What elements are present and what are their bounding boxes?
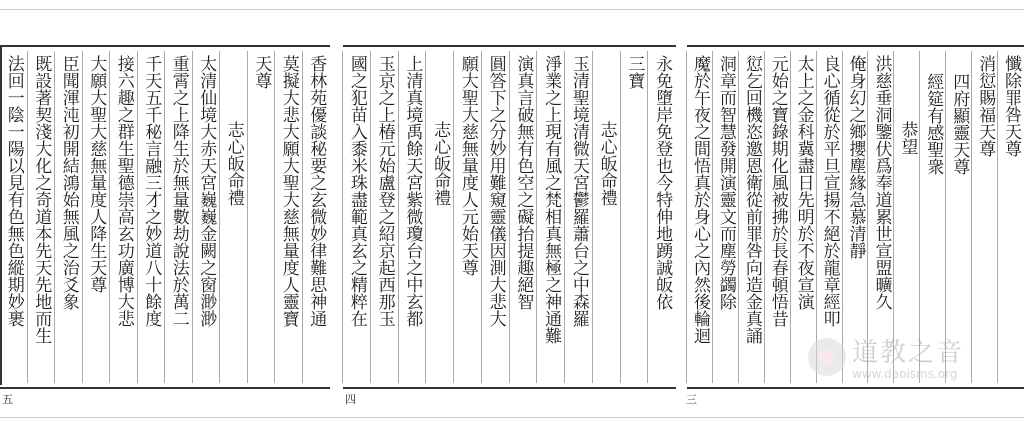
text-column — [647, 51, 676, 383]
column-text: 演真言破無有色空之礙抬提趣絕智 — [513, 55, 534, 310]
text-column — [425, 51, 454, 383]
bottom-rule — [0, 417, 1024, 418]
column-text: 太清仙境大赤天宮巍巍金闕之窗渺渺 — [196, 55, 217, 327]
text-column — [370, 51, 399, 383]
column-text: 恭望 — [897, 121, 918, 155]
page-number-left: 五 — [2, 393, 13, 406]
column-text: 三寶 — [624, 55, 645, 89]
column-text: 志心皈命禮 — [596, 121, 617, 206]
column-text: 洞章而智慧發開演靈文而塵勞蠲除 — [715, 55, 736, 310]
column-text: 香林苑優談秘要之玄微妙律難思神通 — [306, 55, 327, 327]
text-column — [971, 51, 998, 383]
column-text: 圓答下之分妙用難窺靈儀因測大悲大 — [485, 55, 506, 327]
watermark-url: www.daoisms.org — [852, 367, 958, 381]
text-column — [398, 51, 427, 383]
column-text: 上清真境禹餘天宮紫微瓊台之中玄都 — [402, 55, 423, 327]
text-column — [592, 51, 621, 383]
column-text: 消愆賜福天尊 — [975, 55, 996, 157]
text-column — [564, 51, 593, 383]
column-text: 願大聖大慈無量度人元始天尊 — [457, 55, 478, 276]
text-column — [342, 51, 371, 383]
text-column — [27, 51, 56, 383]
column-text: 法回一陰一陽以見有色無色縱期妙裹 — [3, 55, 24, 327]
text-column — [274, 51, 303, 383]
text-column — [164, 51, 193, 383]
text-column — [302, 51, 331, 383]
watermark-title: 道教之音 — [852, 338, 965, 368]
text-column — [192, 51, 221, 383]
text-column — [137, 51, 166, 383]
column-text: 永免墮岸免登也今特伸地踴誠皈依 — [652, 55, 673, 310]
column-text: 四府顯靈天尊 — [949, 73, 970, 175]
column-text: 太上之金科冀盡日先明於不夜宣演 — [793, 55, 814, 310]
column-text: 大願大聖大慈無量度人降生天尊 — [86, 55, 107, 293]
column-text: 志心皈命禮 — [430, 121, 451, 206]
column-text: 淨業之上現有風之梵相真無極之神通難 — [541, 55, 562, 344]
text-column — [0, 51, 28, 383]
column-text: 千天五千秘言融三才之妙道八十餘度 — [141, 55, 162, 327]
column-text: 洪慈垂洞鑒伏爲奉道累世宣盟曠久 — [871, 55, 892, 310]
column-text: 志心皈命禮 — [223, 121, 244, 206]
scripture-page-middle — [343, 45, 676, 389]
page-number-middle: 四 — [345, 393, 356, 406]
column-text: 經筵有感聖衆 — [923, 73, 944, 175]
text-column — [247, 51, 276, 383]
column-text: 天尊 — [251, 55, 272, 89]
text-column — [738, 51, 765, 383]
column-text: 玉京之上椿元始盧登之紹京起西那玉 — [374, 55, 395, 327]
text-column — [536, 51, 565, 383]
scripture-page-left — [0, 45, 330, 389]
column-text: 元始之寶錄期化風被拂於長春頓悟昔 — [767, 55, 788, 327]
column-text: 莫擬大悲大願大聖大慈無量度人靈寶 — [278, 55, 299, 327]
site-watermark — [808, 332, 964, 381]
column-text: 玉清聖境清微天宮鬱羅蕭台之中森羅 — [568, 55, 589, 327]
column-text: 接六趣之群生聖德崇高玄功廣博大悲 — [113, 55, 134, 327]
column-text: 重霄之上降生於無量數劫說法於萬二 — [168, 55, 189, 327]
column-text: 魔於午夜之間悟真於身心之內然後輪迴 — [689, 55, 710, 344]
text-column — [54, 51, 83, 383]
column-text: 俺身幻之鄉攖塵緣急慕清靜 — [845, 55, 866, 259]
column-text: 臣聞渾沌初開結鴻始無風之治爻象 — [58, 55, 79, 310]
top-rule — [0, 9, 1024, 10]
column-text: 國之犯苗入黍米珠盡範真玄之精粹在 — [346, 55, 367, 327]
text-column — [686, 51, 713, 383]
page-number-right: 三 — [686, 393, 697, 406]
text-column — [620, 51, 649, 383]
column-text: 良心循從於平旦宣揚不絕於龍章經叩 — [819, 55, 840, 327]
column-text: 既設著契淺大化之奇道本先天先地而生 — [31, 55, 52, 344]
text-column — [109, 51, 138, 383]
column-text: 懺除罪咎天尊 — [1001, 55, 1022, 157]
text-column — [712, 51, 739, 383]
text-column — [453, 51, 482, 383]
taiji-logo-icon — [808, 338, 846, 376]
text-column — [219, 51, 248, 383]
column-text: 愆乞回機恣邀恩衛從前罪咎向造金真誦 — [741, 55, 762, 344]
text-column — [509, 51, 538, 383]
text-column — [764, 51, 791, 383]
text-column — [997, 51, 1024, 383]
text-column — [481, 51, 510, 383]
text-column — [82, 51, 111, 383]
